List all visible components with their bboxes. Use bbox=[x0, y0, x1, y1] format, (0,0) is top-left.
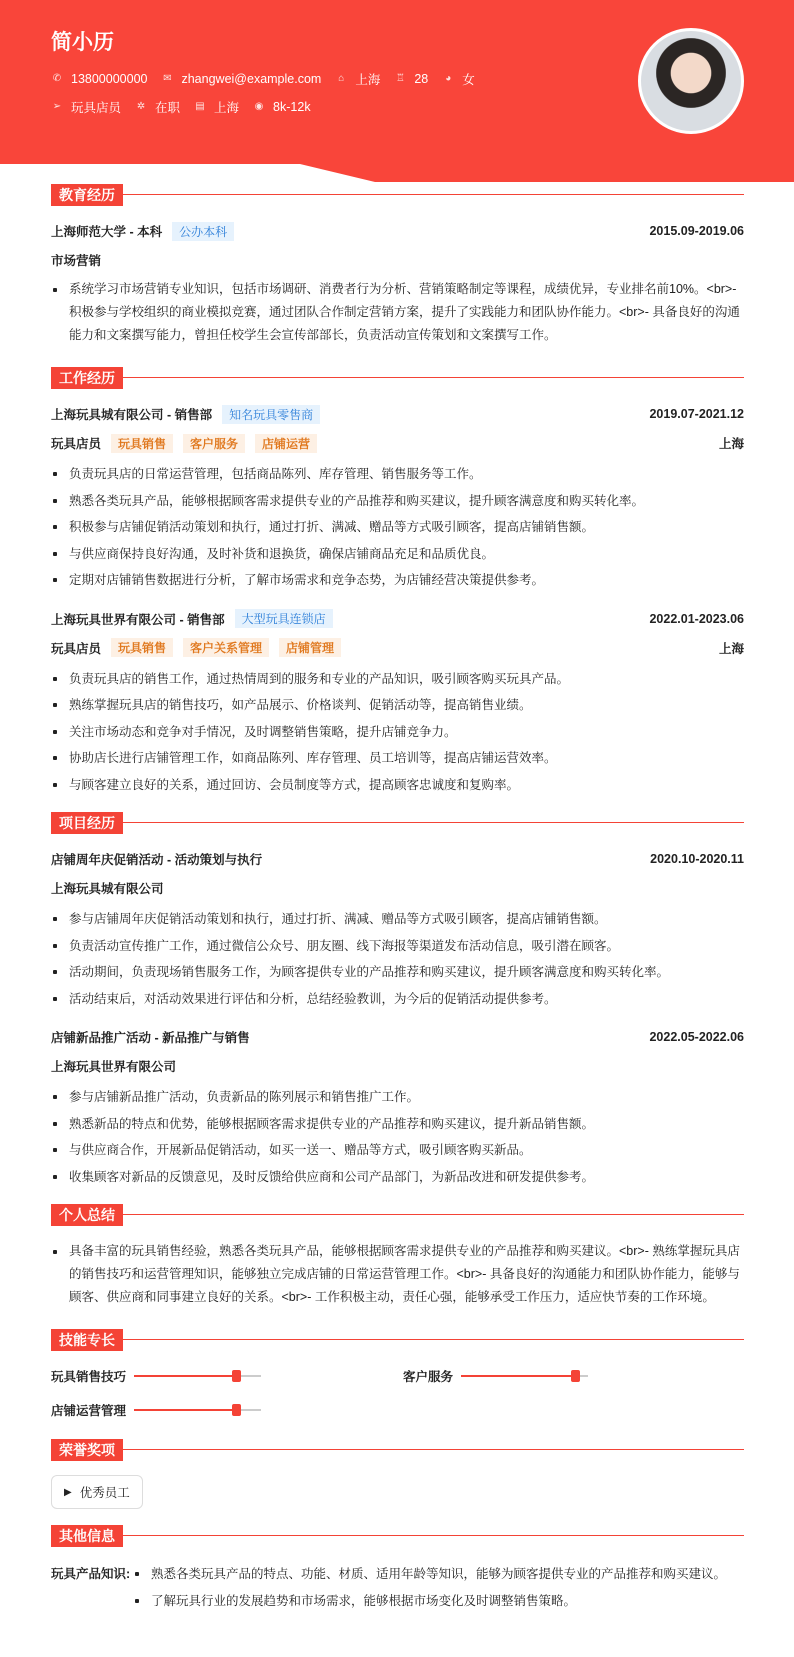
section-honors bbox=[51, 1439, 744, 1461]
building-icon: ▤ bbox=[195, 101, 205, 112]
list-item: 活动结束后，对活动效果进行评估和分析，总结经验教训，为今后的促销活动提供参考。 bbox=[51, 986, 744, 1013]
education-row bbox=[51, 220, 744, 242]
divider bbox=[121, 1449, 744, 1450]
divider bbox=[121, 1214, 744, 1215]
list-item: 熟悉新品的特点和优势，能够根据顾客需求提供专业的产品推荐和购买建议，提升新品销售额。 bbox=[51, 1111, 744, 1138]
skill-tag: 玩具销售 bbox=[111, 638, 173, 657]
skill-bar bbox=[461, 1375, 588, 1377]
skill-handle bbox=[232, 1404, 241, 1416]
skill-tag: 客户服务 bbox=[183, 434, 245, 453]
list-item: 与供应商保持良好沟通，及时补货和退换货，确保店铺商品充足和品质优良。 bbox=[51, 541, 744, 568]
date: 2022.01-2023.06 bbox=[649, 611, 744, 626]
section-title: 技能专长 bbox=[51, 1329, 123, 1351]
section-title: 工作经历 bbox=[51, 367, 123, 389]
header bbox=[0, 0, 794, 182]
skill-name: 玩具销售技巧 bbox=[51, 1370, 127, 1384]
list-item: 负责活动宣传推广工作，通过微信公众号、朋友圈、线下海报等渠道发布活动信息，吸引潜在顾客。 bbox=[51, 933, 744, 960]
list-item: 熟悉各类玩具产品的特点、功能、材质、适用年龄等知识，能够为顾客提供专业的产品推荐和购买建议。 bbox=[133, 1561, 726, 1588]
date: 2019.07-2021.12 bbox=[649, 407, 744, 421]
project-name: 店铺新品推广活动 - 新品推广与销售 bbox=[51, 1031, 250, 1045]
list-item: 参与店铺周年庆促销活动策划和执行，通过打折、满减、赠品等方式吸引顾客，提高店铺销售额。 bbox=[51, 906, 744, 933]
other-label: 玩具产品知识: bbox=[51, 1567, 131, 1581]
list-item: 与供应商合作，开展新品促销活动，如买一送一、赠品等方式，吸引顾客购买新品。 bbox=[51, 1137, 744, 1164]
list-item: 负责玩具店的销售工作，通过热情周到的服务和专业的产品知识，吸引顾客购买玩具产品。 bbox=[51, 666, 744, 693]
divider bbox=[121, 377, 744, 378]
skill-name: 店铺运营管理 bbox=[51, 1404, 127, 1418]
company-tag: 知名玩具零售商 bbox=[222, 405, 320, 424]
section-summary bbox=[51, 1204, 744, 1226]
company-tag: 大型玩具连锁店 bbox=[235, 609, 333, 628]
company: 上海玩具世界有限公司 - 销售部 bbox=[51, 612, 225, 627]
skill-handle bbox=[232, 1370, 241, 1382]
salary: 8k-12k bbox=[273, 100, 311, 114]
contact-row bbox=[51, 70, 475, 88]
resume-body bbox=[51, 184, 744, 1628]
skill-item bbox=[51, 1399, 403, 1421]
list-item: 关注市场动态和竞争对手情况，及时调整销售策略，提升店铺竞争力。 bbox=[51, 719, 744, 746]
skill-tag: 店铺运营 bbox=[255, 434, 317, 453]
skill-tag: 玩具销售 bbox=[111, 434, 173, 453]
cake-icon: ♖ bbox=[395, 73, 405, 84]
age: 28 bbox=[414, 72, 429, 86]
date: 2020.10-2020.11 bbox=[650, 852, 744, 866]
list-item: 熟练掌握玩具店的销售技巧，如产品展示、价格谈判、促销活动等，提高销售业绩。 bbox=[51, 692, 744, 719]
skill-tag: 客户关系管理 bbox=[183, 638, 269, 657]
major: 市场营销 bbox=[51, 254, 102, 268]
list-item: 与顾客建立良好的关系，通过回访、会员制度等方式，提高顾客忠诚度和复购率。 bbox=[51, 772, 744, 799]
work-item bbox=[51, 403, 744, 594]
home-icon: ⌂ bbox=[338, 73, 345, 84]
city: 上海 bbox=[355, 73, 381, 87]
skills-grid bbox=[51, 1365, 744, 1421]
section-title: 教育经历 bbox=[51, 184, 123, 206]
list-item: 负责玩具店的日常运营管理，包括商品陈列、库存管理、销售服务等工作。 bbox=[51, 461, 744, 488]
skill-fill bbox=[134, 1409, 236, 1411]
skill-fill bbox=[134, 1375, 236, 1377]
candidate-name: 简小历 bbox=[51, 31, 114, 54]
section-education bbox=[51, 184, 744, 206]
email[interactable]: zhangwei@example.com bbox=[181, 72, 322, 86]
divider bbox=[121, 822, 744, 823]
section-title: 项目经历 bbox=[51, 812, 123, 834]
mail-icon: ✉ bbox=[163, 73, 172, 84]
skill-bar bbox=[134, 1375, 261, 1377]
project-org: 上海玩具世界有限公司 bbox=[51, 1060, 177, 1074]
skill-bar bbox=[134, 1409, 261, 1411]
list-item: 定期对店铺销售数据进行分析，了解市场需求和竞争态势，为店铺经营决策提供参考。 bbox=[51, 567, 744, 594]
position: 玩具店员 bbox=[51, 641, 102, 656]
skill-tag: 店铺管理 bbox=[279, 638, 341, 657]
education-desc: 系统学习市场营销专业知识，包括市场调研、消费者行为分析、营销策略制定等课程，成绩优异，专业排名前10%。<br>- 积极参与学校组织的商业模拟竞赛，通过团队合作制定营销方案，提升了实践能力和团队协作能力。<br>- 具备良好的沟通能力和文案撰写能力，曾担任校学生会宣传部部长，负责活动宣传策划和文案撰写工作。 bbox=[51, 278, 744, 347]
gender: 女 bbox=[462, 73, 475, 87]
job: 玩具店员 bbox=[71, 101, 122, 115]
list-item: 协助店长进行店铺管理工作，如商品陈列、库存管理、员工培训等，提高店铺运营效率。 bbox=[51, 745, 744, 772]
skill-handle bbox=[571, 1370, 580, 1382]
list-item: 熟悉各类玩具产品，能够根据顾客需求提供专业的产品推荐和购买建议，提升顾客满意度和购买转化率。 bbox=[51, 488, 744, 515]
other-info bbox=[51, 1561, 744, 1628]
list-item: 活动期间，负责现场销售服务工作，为顾客提供专业的产品推荐和购买建议，提升顾客满意度和购买转化率。 bbox=[51, 959, 744, 986]
award-name: 优秀员工 bbox=[79, 1486, 130, 1500]
section-skills bbox=[51, 1329, 744, 1351]
divider bbox=[121, 1339, 744, 1340]
section-other bbox=[51, 1525, 744, 1547]
date: 2022.05-2022.06 bbox=[649, 1030, 744, 1044]
status: 在职 bbox=[155, 101, 181, 115]
section-title: 荣誉奖项 bbox=[51, 1439, 123, 1461]
skill-item bbox=[403, 1365, 743, 1387]
school-tag: 公办本科 bbox=[172, 222, 234, 241]
city: 上海 bbox=[718, 437, 744, 451]
section-title: 个人总结 bbox=[51, 1204, 123, 1226]
divider bbox=[121, 1535, 744, 1536]
skill-item bbox=[51, 1365, 403, 1387]
avatar bbox=[638, 28, 744, 134]
job-row bbox=[51, 98, 311, 116]
project-name: 店铺周年庆促销活动 - 活动策划与执行 bbox=[51, 853, 263, 867]
list-item: 参与店铺新品推广活动，负责新品的陈列展示和销售推广工作。 bbox=[51, 1084, 744, 1111]
summary-text: 具备丰富的玩具销售经验，熟悉各类玩具产品，能够根据顾客需求提供专业的产品推荐和购买建议。<br>- 熟练掌握玩具店的销售技巧和运营管理知识，能够独立完成店铺的日常运营管理工作。<br>- 具备良好的沟通能力和团队协作能力，能够与顾客、供应商和同事建立良好的关系。<br>- 工作积极主动，责任心强，能够承受工作压力，适应快节奏的工作环境。 bbox=[51, 1240, 744, 1309]
city: 上海 bbox=[718, 641, 744, 656]
school: 上海师范大学 - 本科 bbox=[51, 225, 163, 239]
project-item bbox=[51, 1026, 744, 1190]
divider bbox=[121, 194, 744, 195]
position: 玩具店员 bbox=[51, 437, 102, 451]
company: 上海玩具城有限公司 - 销售部 bbox=[51, 408, 213, 422]
skill-name: 客户服务 bbox=[403, 1370, 454, 1384]
section-title: 其他信息 bbox=[51, 1525, 123, 1547]
award-badge[interactable] bbox=[51, 1475, 143, 1509]
salary-icon: ◉ bbox=[254, 101, 264, 112]
section-work bbox=[51, 367, 744, 389]
target-city: 上海 bbox=[214, 101, 240, 115]
gender-icon: ◕ bbox=[445, 73, 452, 84]
send-icon: ➢ bbox=[52, 101, 62, 112]
list-item: 积极参与店铺促销活动策划和执行，通过打折、满减、赠品等方式吸引顾客，提高店铺销售额。 bbox=[51, 514, 744, 541]
date: 2015.09-2019.06 bbox=[649, 224, 744, 238]
triangle-right-icon: ▶ bbox=[64, 1486, 72, 1498]
project-item bbox=[51, 848, 744, 1012]
project-org: 上海玩具城有限公司 bbox=[51, 882, 164, 896]
section-projects bbox=[51, 812, 744, 834]
skill-fill bbox=[461, 1375, 575, 1377]
phone: 13800000000 bbox=[71, 72, 148, 86]
phone-icon: ✆ bbox=[52, 73, 62, 84]
gear-icon: ✲ bbox=[136, 101, 146, 112]
work-item bbox=[51, 608, 744, 799]
list-item: 收集顾客对新品的反馈意见，及时反馈给供应商和公司产品部门，为新品改进和研发提供参考。 bbox=[51, 1164, 744, 1191]
list-item: 了解玩具行业的发展趋势和市场需求，能够根据市场变化及时调整销售策略。 bbox=[133, 1588, 726, 1615]
